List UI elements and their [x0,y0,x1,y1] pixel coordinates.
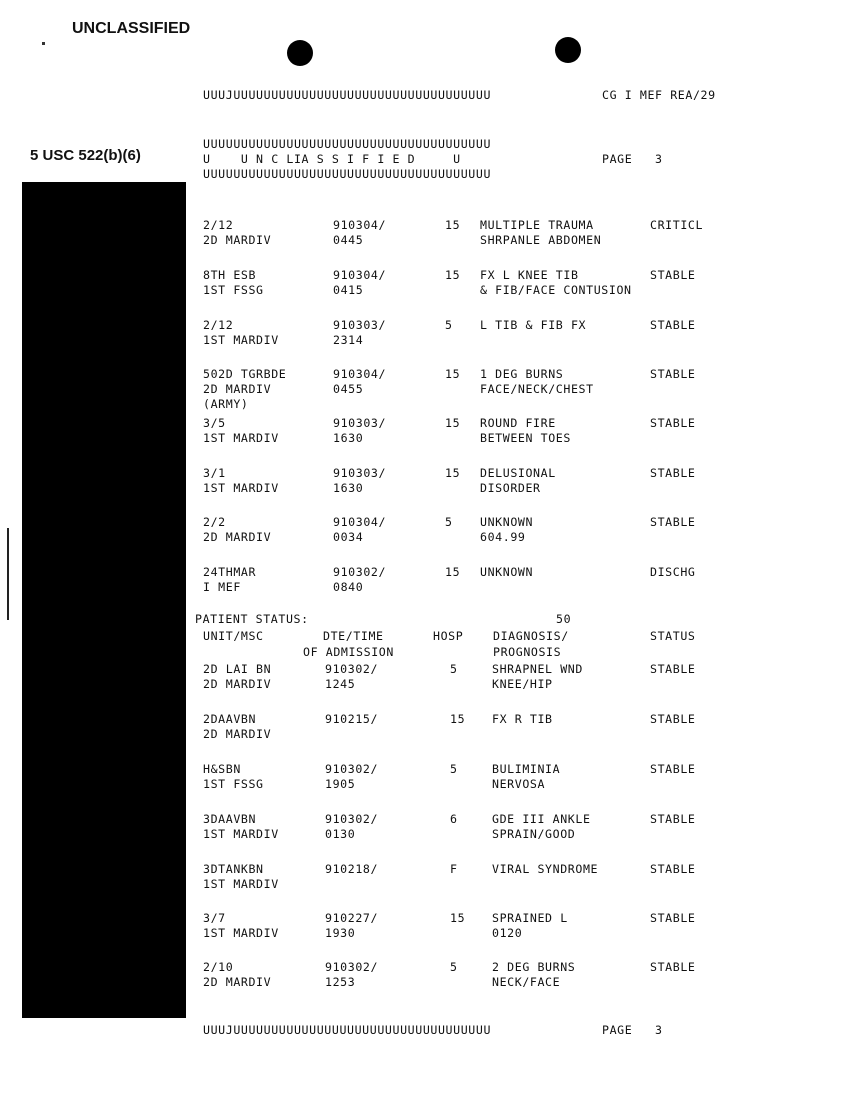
record-unit: 2DAAVBN [203,712,257,726]
speck-mark [42,42,45,45]
record-date: 910227/ [325,911,379,925]
record-time: 1253 [325,975,356,989]
footer-page-label: PAGE 3 [602,1023,663,1037]
record-diagnosis: DELUSIONAL [480,466,556,480]
record-msc: 1ST FSSG [203,777,264,791]
record-date: 910303/ [333,466,387,480]
record-prognosis: 0120 [492,926,523,940]
record-hospital: 15 [445,218,461,232]
record-time: 0445 [333,233,364,247]
record-prognosis: SHRPANLE ABDOMEN [480,233,602,247]
record-prognosis: KNEE/HIP [492,677,553,691]
record-status: CRITICL [650,218,704,232]
record-prognosis: NERVOSA [492,777,546,791]
record-diagnosis: FX L KNEE TIB [480,268,579,282]
record-unit: H&SBN [203,762,241,776]
record-date: 910304/ [333,367,387,381]
patient-count: 50 [556,612,572,626]
record-unit-note: (ARMY) [203,397,249,411]
record-date: 910302/ [325,812,379,826]
record-time: 0130 [325,827,356,841]
record-date: 910215/ [325,712,379,726]
record-hospital: 15 [445,367,461,381]
record-time: 2314 [333,333,364,347]
record-diagnosis: SHRAPNEL WND [492,662,583,676]
record-status: STABLE [650,712,696,726]
record-diagnosis: UNKNOWN [480,515,534,529]
record-unit: 2/2 [203,515,226,529]
record-prognosis: 604.99 [480,530,526,544]
record-hospital: F [450,862,458,876]
header-page-label: PAGE 3 [602,152,663,166]
exemption-label: 5 USC 522(b)(6) [30,147,141,164]
record-unit: 3/7 [203,911,226,925]
record-prognosis: NECK/FACE [492,975,561,989]
record-time: 1630 [333,481,364,495]
record-date: 910303/ [333,318,387,332]
originator-code: CG I MEF REA/29 [602,88,716,102]
record-date: 910304/ [333,515,387,529]
record-diagnosis: BULIMINIA [492,762,561,776]
record-msc: 2D MARDIV [203,727,272,741]
record-diagnosis: MULTIPLE TRAUMA [480,218,594,232]
column-header-admission: OF ADMISSION [303,645,394,659]
footer-rule: UUUJUUUUUUUUUUUUUUUUUUUUUUUUUUUUUUUUUU [203,1023,492,1037]
record-prognosis: BETWEEN TOES [480,431,571,445]
banner-classification: U U N C LIA S S I F I E D U [203,152,461,166]
record-diagnosis: L TIB & FIB FX [480,318,587,332]
record-unit: 24THMAR [203,565,257,579]
record-diagnosis: 2 DEG BURNS [492,960,576,974]
record-unit: 3/5 [203,416,226,430]
record-time: 1905 [325,777,356,791]
record-unit: 3/1 [203,466,226,480]
record-date: 910218/ [325,862,379,876]
record-unit: 2/12 [203,318,234,332]
record-msc: 2D MARDIV [203,677,272,691]
record-msc: 2D MARDIV [203,233,272,247]
record-msc: 2D MARDIV [203,530,272,544]
record-msc: 1ST MARDIV [203,827,279,841]
record-status: STABLE [650,466,696,480]
record-time: 0415 [333,283,364,297]
record-prognosis: SPRAIN/GOOD [492,827,576,841]
record-unit: 2D LAI BN [203,662,272,676]
record-time: 0034 [333,530,364,544]
record-status: STABLE [650,268,696,282]
record-msc: 2D MARDIV [203,382,272,396]
classification-marking: UNCLASSIFIED [72,20,191,37]
record-diagnosis: VIRAL SYNDROME [492,862,599,876]
record-unit: 2/10 [203,960,234,974]
record-hospital: 15 [445,565,461,579]
record-hospital: 15 [445,416,461,430]
record-msc: 1ST FSSG [203,283,264,297]
column-header-unit: UNIT/MSC [203,629,264,643]
record-msc: 1ST MARDIV [203,333,279,347]
column-header-prognosis: PROGNOSIS [493,645,562,659]
record-prognosis: & FIB/FACE CONTUSION [480,283,632,297]
record-unit: 3DAAVBN [203,812,257,826]
record-hospital: 5 [450,662,458,676]
record-date: 910302/ [325,662,379,676]
column-header-diagnosis: DIAGNOSIS/ [493,629,569,643]
record-diagnosis: 1 DEG BURNS [480,367,564,381]
record-date: 910303/ [333,416,387,430]
record-hospital: 15 [450,712,466,726]
record-status: STABLE [650,367,696,381]
record-status: STABLE [650,911,696,925]
banner-bottom: UUUUUUUUUUUUUUUUUUUUUUUUUUUUUUUUUUUUUU [203,167,492,181]
record-hospital: 5 [445,515,453,529]
record-msc: 1ST MARDIV [203,877,279,891]
record-date: 910302/ [325,960,379,974]
record-hospital: 5 [450,960,458,974]
record-hospital: 5 [445,318,453,332]
record-date: 910304/ [333,218,387,232]
record-unit: 3DTANKBN [203,862,264,876]
record-unit: 2/12 [203,218,234,232]
record-status: STABLE [650,416,696,430]
record-time: 0455 [333,382,364,396]
column-header-hosp: HOSP [433,629,464,643]
record-time: 1630 [333,431,364,445]
record-diagnosis: FX R TIB [492,712,553,726]
record-diagnosis: GDE III ANKLE [492,812,591,826]
column-header-status: STATUS [650,629,696,643]
record-time: 1245 [325,677,356,691]
record-hospital: 15 [450,911,466,925]
record-status: DISCHG [650,565,696,579]
record-status: STABLE [650,862,696,876]
margin-mark [7,528,9,620]
record-status: STABLE [650,960,696,974]
header-rule: UUUJUUUUUUUUUUUUUUUUUUUUUUUUUUUUUUUUUU [203,88,492,102]
record-msc: 1ST MARDIV [203,481,279,495]
record-unit: 8TH ESB [203,268,257,282]
punch-hole-left [287,40,313,66]
record-prognosis: DISORDER [480,481,541,495]
record-diagnosis: SPRAINED L [492,911,568,925]
record-unit: 502D TGRBDE [203,367,287,381]
record-msc: I MEF [203,580,241,594]
record-msc: 1ST MARDIV [203,431,279,445]
record-diagnosis: ROUND FIRE [480,416,556,430]
record-date: 910302/ [333,565,387,579]
section-title: PATIENT STATUS: [195,612,309,626]
record-hospital: 15 [445,466,461,480]
record-date: 910302/ [325,762,379,776]
record-prognosis: FACE/NECK/CHEST [480,382,594,396]
record-date: 910304/ [333,268,387,282]
record-msc: 1ST MARDIV [203,926,279,940]
record-status: STABLE [650,515,696,529]
redaction-block [22,182,186,1018]
record-hospital: 6 [450,812,458,826]
record-status: STABLE [650,812,696,826]
record-hospital: 15 [445,268,461,282]
record-status: STABLE [650,762,696,776]
record-time: 1930 [325,926,356,940]
record-time: 0840 [333,580,364,594]
record-hospital: 5 [450,762,458,776]
record-diagnosis: UNKNOWN [480,565,534,579]
record-status: STABLE [650,318,696,332]
banner-top: UUUUUUUUUUUUUUUUUUUUUUUUUUUUUUUUUUUUUU [203,137,492,151]
punch-hole-right [555,37,581,63]
column-header-datetime: DTE/TIME [323,629,384,643]
record-status: STABLE [650,662,696,676]
record-msc: 2D MARDIV [203,975,272,989]
